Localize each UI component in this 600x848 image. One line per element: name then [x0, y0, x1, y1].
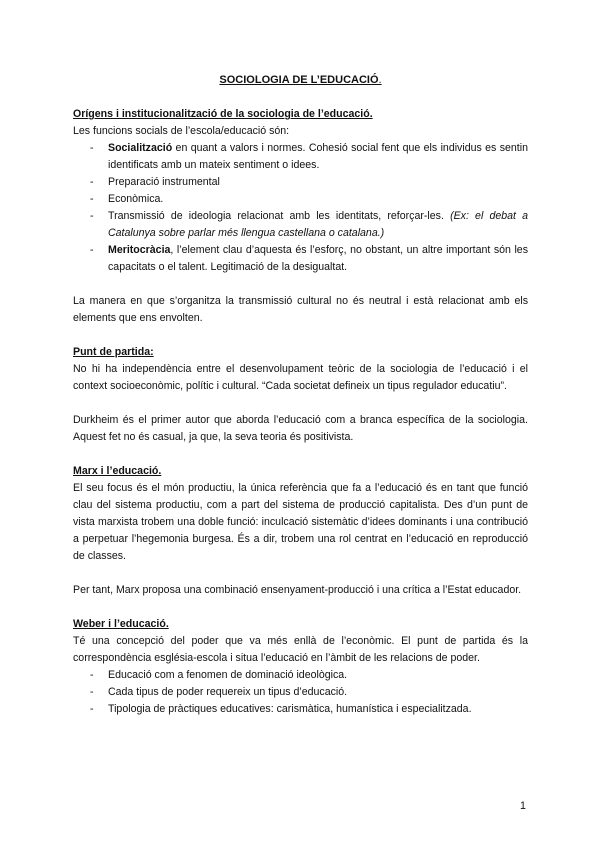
paragraph: La manera en que s’organitza la transmissió cultural no és neutral i està relacionat amb els elements que ens envolten.: [73, 295, 528, 324]
list-item: - Socialització en quant a valors i normes. Cohesió social fent que els individus es sentin identificats amb un mateix sentiment o idees.: [90, 142, 528, 171]
page-number: 1: [520, 800, 526, 812]
list-item: - Econòmica.: [90, 193, 164, 205]
paragraph: Durkheim és el primer autor que aborda l’educació com a branca específica de la sociologia. Aquest fet no és casual, ja que, la seva teoria és positivista.: [73, 414, 528, 443]
bullet-list-weber: [73, 667, 528, 718]
list-item: - Educació com a fenomen de dominació ideològica.: [90, 669, 348, 681]
list-item: - Meritocràcia, l’element clau d’aquesta és l’esforç, no obstant, un altre important són les capacitats o el talent. Legitimació de la desigualtat.: [90, 244, 528, 273]
section-heading-marx: Marx i l’educació.: [73, 465, 162, 477]
list-item: - Tipologia de pràctiques educatives: carismàtica, humanística i especialitzada.: [90, 703, 472, 715]
section-heading-weber: Weber i l’educació.: [73, 618, 169, 630]
document-title: SOCIOLOGIA DE L’EDUCACIÓ.: [219, 74, 382, 86]
list-item: - Preparació instrumental: [90, 176, 220, 188]
document-page: [73, 72, 528, 718]
list-item: - Cada tipus de poder requereix un tipus d’educació.: [90, 686, 348, 698]
paragraph: Per tant, Marx proposa una combinació ensenyament-producció i una crítica a l’Estat educador.: [73, 584, 522, 596]
paragraph: No hi ha independència entre el desenvolupament teòric de la sociologia de l’educació i el context socioeconòmic, polític i cultural. “Cada societat defineix un tipus regulador educatiu”.: [73, 363, 528, 392]
section-heading-starting-point: Punt de partida:: [73, 346, 154, 358]
section-heading-origins: Orígens i institucionalització de la sociologia de l’educació.: [73, 108, 373, 120]
paragraph: Té una concepció del poder que va més enllà de l’econòmic. El punt de partida és la correspondència església-escola i situa l’educació en l’àmbit de les relacions de poder.: [73, 635, 528, 664]
list-item: - Transmissió de ideologia relacionat amb les identitats, reforçar-les. (Ex: el debat a Catalunya sobre parlar més llengua castellana o catalana.): [90, 210, 529, 239]
bullet-list-functions: [73, 140, 528, 276]
paragraph: Les funcions socials de l’escola/educació són:: [73, 125, 290, 137]
paragraph: El seu focus és el món productiu, la única referència que fa a l’educació és en tant que funció clau del sistema productiu, com a part del sistema de producció capitalista. Des d’un punt de vista marxista trobem una doble funció: inculcació sistemàtic d’idees dominants i una contribució a perpetuar l’hegemonia burgesa. És a dir, trobem una rol centrat en l’educació en reproducció de classes.: [73, 482, 528, 562]
